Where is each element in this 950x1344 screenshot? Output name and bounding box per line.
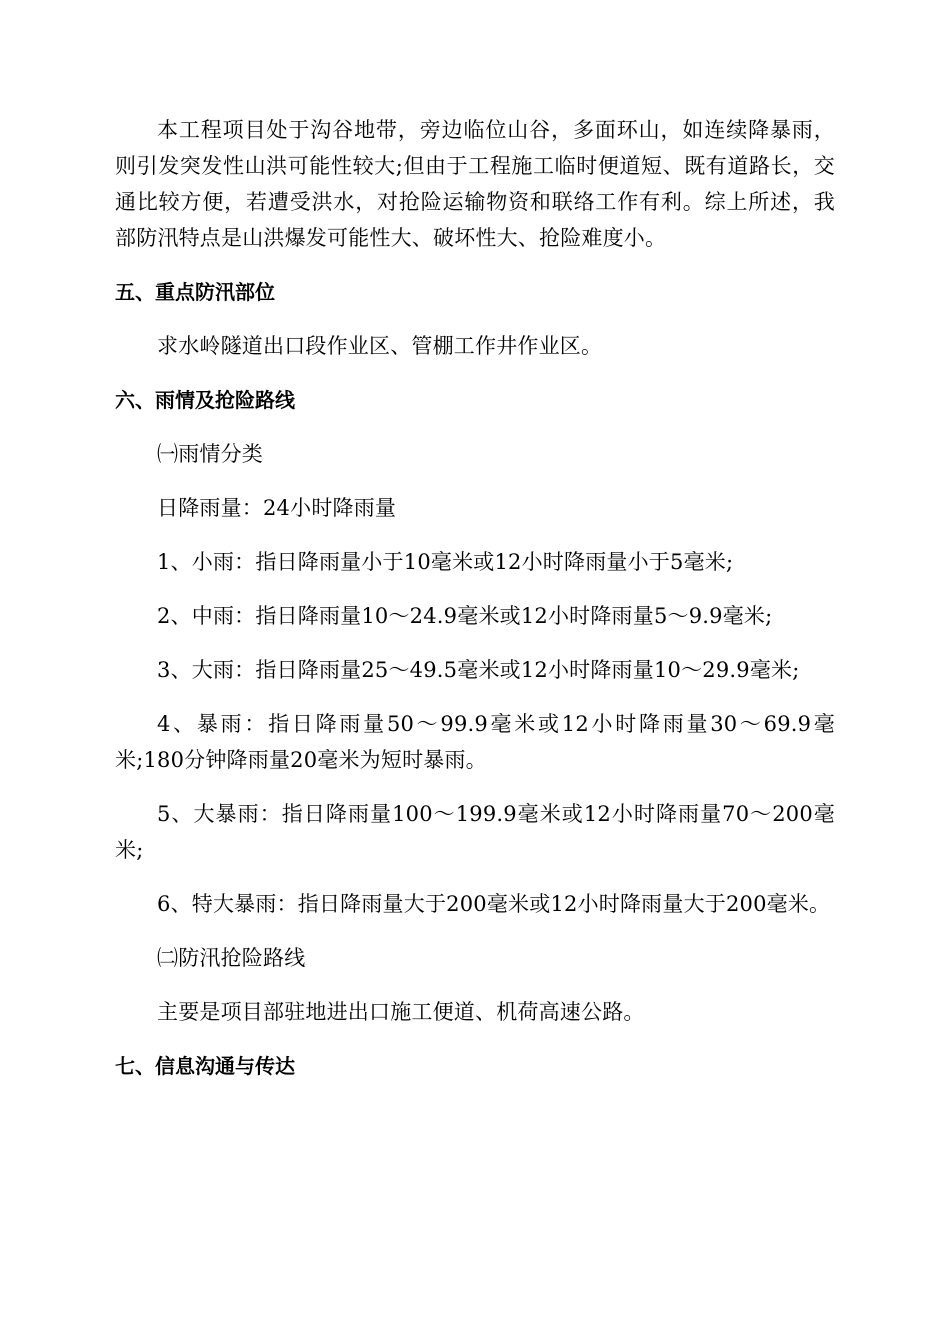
rescue-route-paragraph: 主要是项目部驻地进出口施工便道、机荷高速公路。 bbox=[157, 1000, 645, 1024]
rain-class-item-5: 5、大暴雨：指日降雨量100～199.9毫米或12小时降雨量70～200毫米; bbox=[115, 802, 835, 862]
rain-class-item-4: 4、暴雨：指日降雨量50～99.9毫米或12小时降雨量30～69.9毫米;180分钟降雨量20毫米为短时暴雨。 bbox=[115, 712, 835, 772]
rain-class-item-2: 2、中雨：指日降雨量10～24.9毫米或12小时降雨量5～9.9毫米; bbox=[157, 604, 773, 628]
intro-paragraph: 本工程项目处于沟谷地带，旁边临位山谷，多面环山，如连续降暴雨，则引发突发性山洪可能性较大;但由于工程施工临时便道短、既有道路长，交通比较方便，若遭受洪水，对抢险运输物资和联络工作有利。综上所述，我部防汛特点是山洪爆发可能性大、破坏性大、抢险难度小。 bbox=[115, 118, 835, 250]
subsection-rescue-route: ㈡防汛抢险路线 bbox=[157, 946, 306, 970]
section-heading-6: 六、雨情及抢险路线 bbox=[115, 388, 295, 412]
flood-key-locations: 求水岭隧道出口段作业区、管棚工作井作业区。 bbox=[157, 334, 603, 358]
subsection-rain-classification: ㈠雨情分类 bbox=[157, 442, 263, 466]
rain-class-item-3: 3、大雨：指日降雨量25～49.5毫米或12小时降雨量10～29.9毫米; bbox=[157, 658, 800, 682]
daily-rainfall-definition: 日降雨量：24小时降雨量 bbox=[157, 496, 397, 520]
section-heading-5: 五、重点防汛部位 bbox=[115, 280, 275, 304]
section-heading-7: 七、信息沟通与传达 bbox=[115, 1054, 295, 1078]
rain-class-item-6: 6、特大暴雨：指日降雨量大于200毫米或12小时降雨量大于200毫米。 bbox=[157, 892, 831, 916]
rain-class-item-1: 1、小雨：指日降雨量小于10毫米或12小时降雨量小于5毫米; bbox=[157, 550, 734, 574]
document-body bbox=[115, 112, 835, 1102]
